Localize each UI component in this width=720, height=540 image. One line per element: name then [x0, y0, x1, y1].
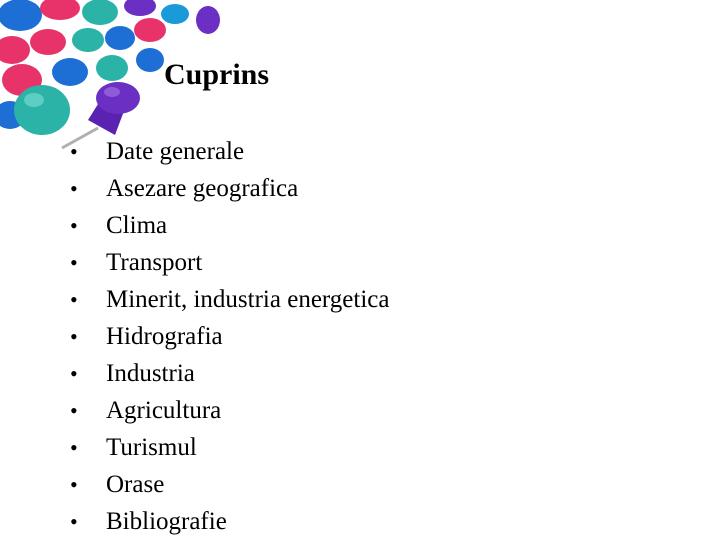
list-item — [70, 318, 389, 355]
bullet-icon: • — [70, 249, 78, 275]
list-item-label: Agricultura — [106, 396, 222, 424]
list-item — [70, 133, 389, 170]
bullet-icon: • — [70, 323, 78, 349]
list-item — [70, 392, 389, 429]
bullet-icon: • — [70, 212, 78, 238]
bullet-icon: • — [70, 175, 78, 201]
list-item — [70, 170, 389, 207]
contents-list — [70, 133, 389, 540]
bullet-icon: • — [70, 397, 78, 423]
list-item — [70, 503, 389, 540]
list-item-label: Date generale — [106, 137, 245, 165]
bullet-icon: • — [70, 471, 78, 497]
list-item — [70, 355, 389, 392]
list-item — [70, 244, 389, 281]
bullet-icon: • — [70, 434, 78, 460]
slide-title: Cuprins — [164, 58, 270, 91]
list-item-label: Clima — [106, 211, 168, 239]
list-item-label: Asezare geografica — [106, 174, 299, 202]
list-item — [70, 207, 389, 244]
bullet-icon: • — [70, 138, 78, 164]
list-item-label: Hidrografia — [106, 322, 223, 350]
list-item-label: Turismul — [106, 433, 197, 461]
list-item-label: Transport — [106, 248, 203, 276]
list-item — [70, 281, 389, 318]
list-item-label: Bibliografie — [106, 507, 227, 535]
list-item-label: Minerit, industria energetica — [106, 285, 390, 313]
list-item-label: Orase — [106, 470, 165, 498]
list-item-label: Industria — [106, 359, 195, 387]
bullet-icon: • — [70, 286, 78, 312]
bullet-icon: • — [70, 508, 78, 534]
list-item — [70, 429, 389, 466]
bullet-icon: • — [70, 360, 78, 386]
list-item — [70, 466, 389, 503]
